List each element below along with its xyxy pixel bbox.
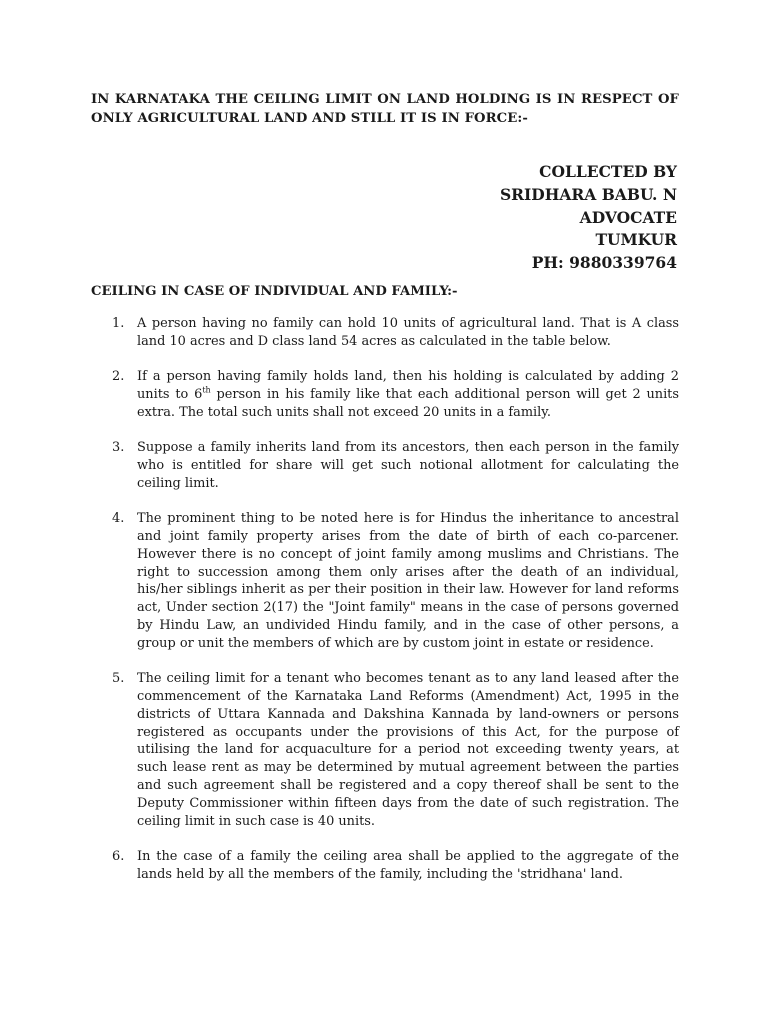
list-number: 3. bbox=[112, 440, 125, 456]
list-item-1 bbox=[91, 315, 679, 351]
collector-name: SRIDHARA BABU. N bbox=[499, 184, 677, 204]
collector-title: ADVOCATE bbox=[579, 207, 677, 227]
section-title: CEILING IN CASE OF INDIVIDUAL AND FAMILY:- bbox=[91, 284, 458, 299]
list-item-text: The ceiling limit for a tenant who becomes tenant as to any land leased after the commencement of the Karnataka Land Reforms (Amendment) Act, 1995 in the districts of Uttara Kannada and Dakshina Kannada by land-owners or persons registered as occupants under the provisions of this Act, for the purpose of utilising the land for acquaculture for a period not exceeding twenty years, at such lease rent as may be determined by mutual agreement between the parties and such agreement shall be registered and a copy thereof shall be sent to the Deputy Commissioner within fifteen days from the date of such registration. The ceiling limit in such case is 40 units. bbox=[137, 671, 679, 829]
ceiling-rules-list bbox=[91, 315, 679, 901]
list-item-2 bbox=[91, 368, 679, 421]
list-item-text-part: person in his family like that each additional person will get 2 units extra. The total such units shall not exceed 20 units in a family. bbox=[137, 386, 679, 420]
collector-city: TUMKUR bbox=[595, 230, 677, 250]
list-item-text: Suppose a family inherits land from its ancestors, then each person in the family who is entitled for share will get such notional allotment for calculating the ceiling limit. bbox=[137, 440, 679, 491]
collected-by-label: COLLECTED BY bbox=[539, 162, 677, 181]
collector-block bbox=[500, 161, 677, 275]
list-number: 6. bbox=[112, 848, 125, 864]
list-number: 5. bbox=[112, 671, 125, 687]
document-heading: IN KARNATAKA THE CEILING LIMIT ON LAND HOLDING IS IN RESPECT OF ONLY AGRICULTURAL LAND AND STILL IT IS IN FORCE:- bbox=[91, 92, 679, 126]
list-number: 4. bbox=[112, 511, 125, 527]
list-item-3 bbox=[91, 439, 679, 492]
list-item-text: In the case of a family the ceiling area shall be applied to the aggregate of the lands held by all the members of the family, including the 'stridhana' land. bbox=[137, 848, 679, 882]
list-item-text-part: If a person having family holds land, then his holding is calculated by adding 2 units to 6 bbox=[137, 369, 679, 402]
list-number: 2. bbox=[112, 369, 125, 385]
list-item-6 bbox=[91, 848, 679, 884]
list-item-4 bbox=[91, 510, 679, 652]
list-item-text: A person having no family can hold 10 units of agricultural land. That is A class land 10 acres and D class land 54 acres as calculated in the table below. bbox=[137, 316, 679, 349]
list-item-text: The prominent thing to be noted here is for Hindus the inheritance to ancestral and joint family property arises from the date of birth of each co-parcener. However there is no concept of joint family among muslims and Christians. The right to succession among them only arises after the death of an individual, his/her siblings inherit as per their position in their law. However for land reforms act, Under section 2(17) the "Joint family" means in the case of persons governed by Hindu Law, an undivided Hindu family, and in the case of other persons, a group or unit the members of which are by custom joint in estate or residence. bbox=[137, 511, 679, 651]
list-item-5 bbox=[91, 670, 679, 830]
superscript-th: th bbox=[202, 385, 211, 395]
collector-phone: PH: 9880339764 bbox=[531, 253, 677, 273]
list-number: 1. bbox=[112, 316, 125, 331]
list-item-text bbox=[137, 369, 679, 420]
